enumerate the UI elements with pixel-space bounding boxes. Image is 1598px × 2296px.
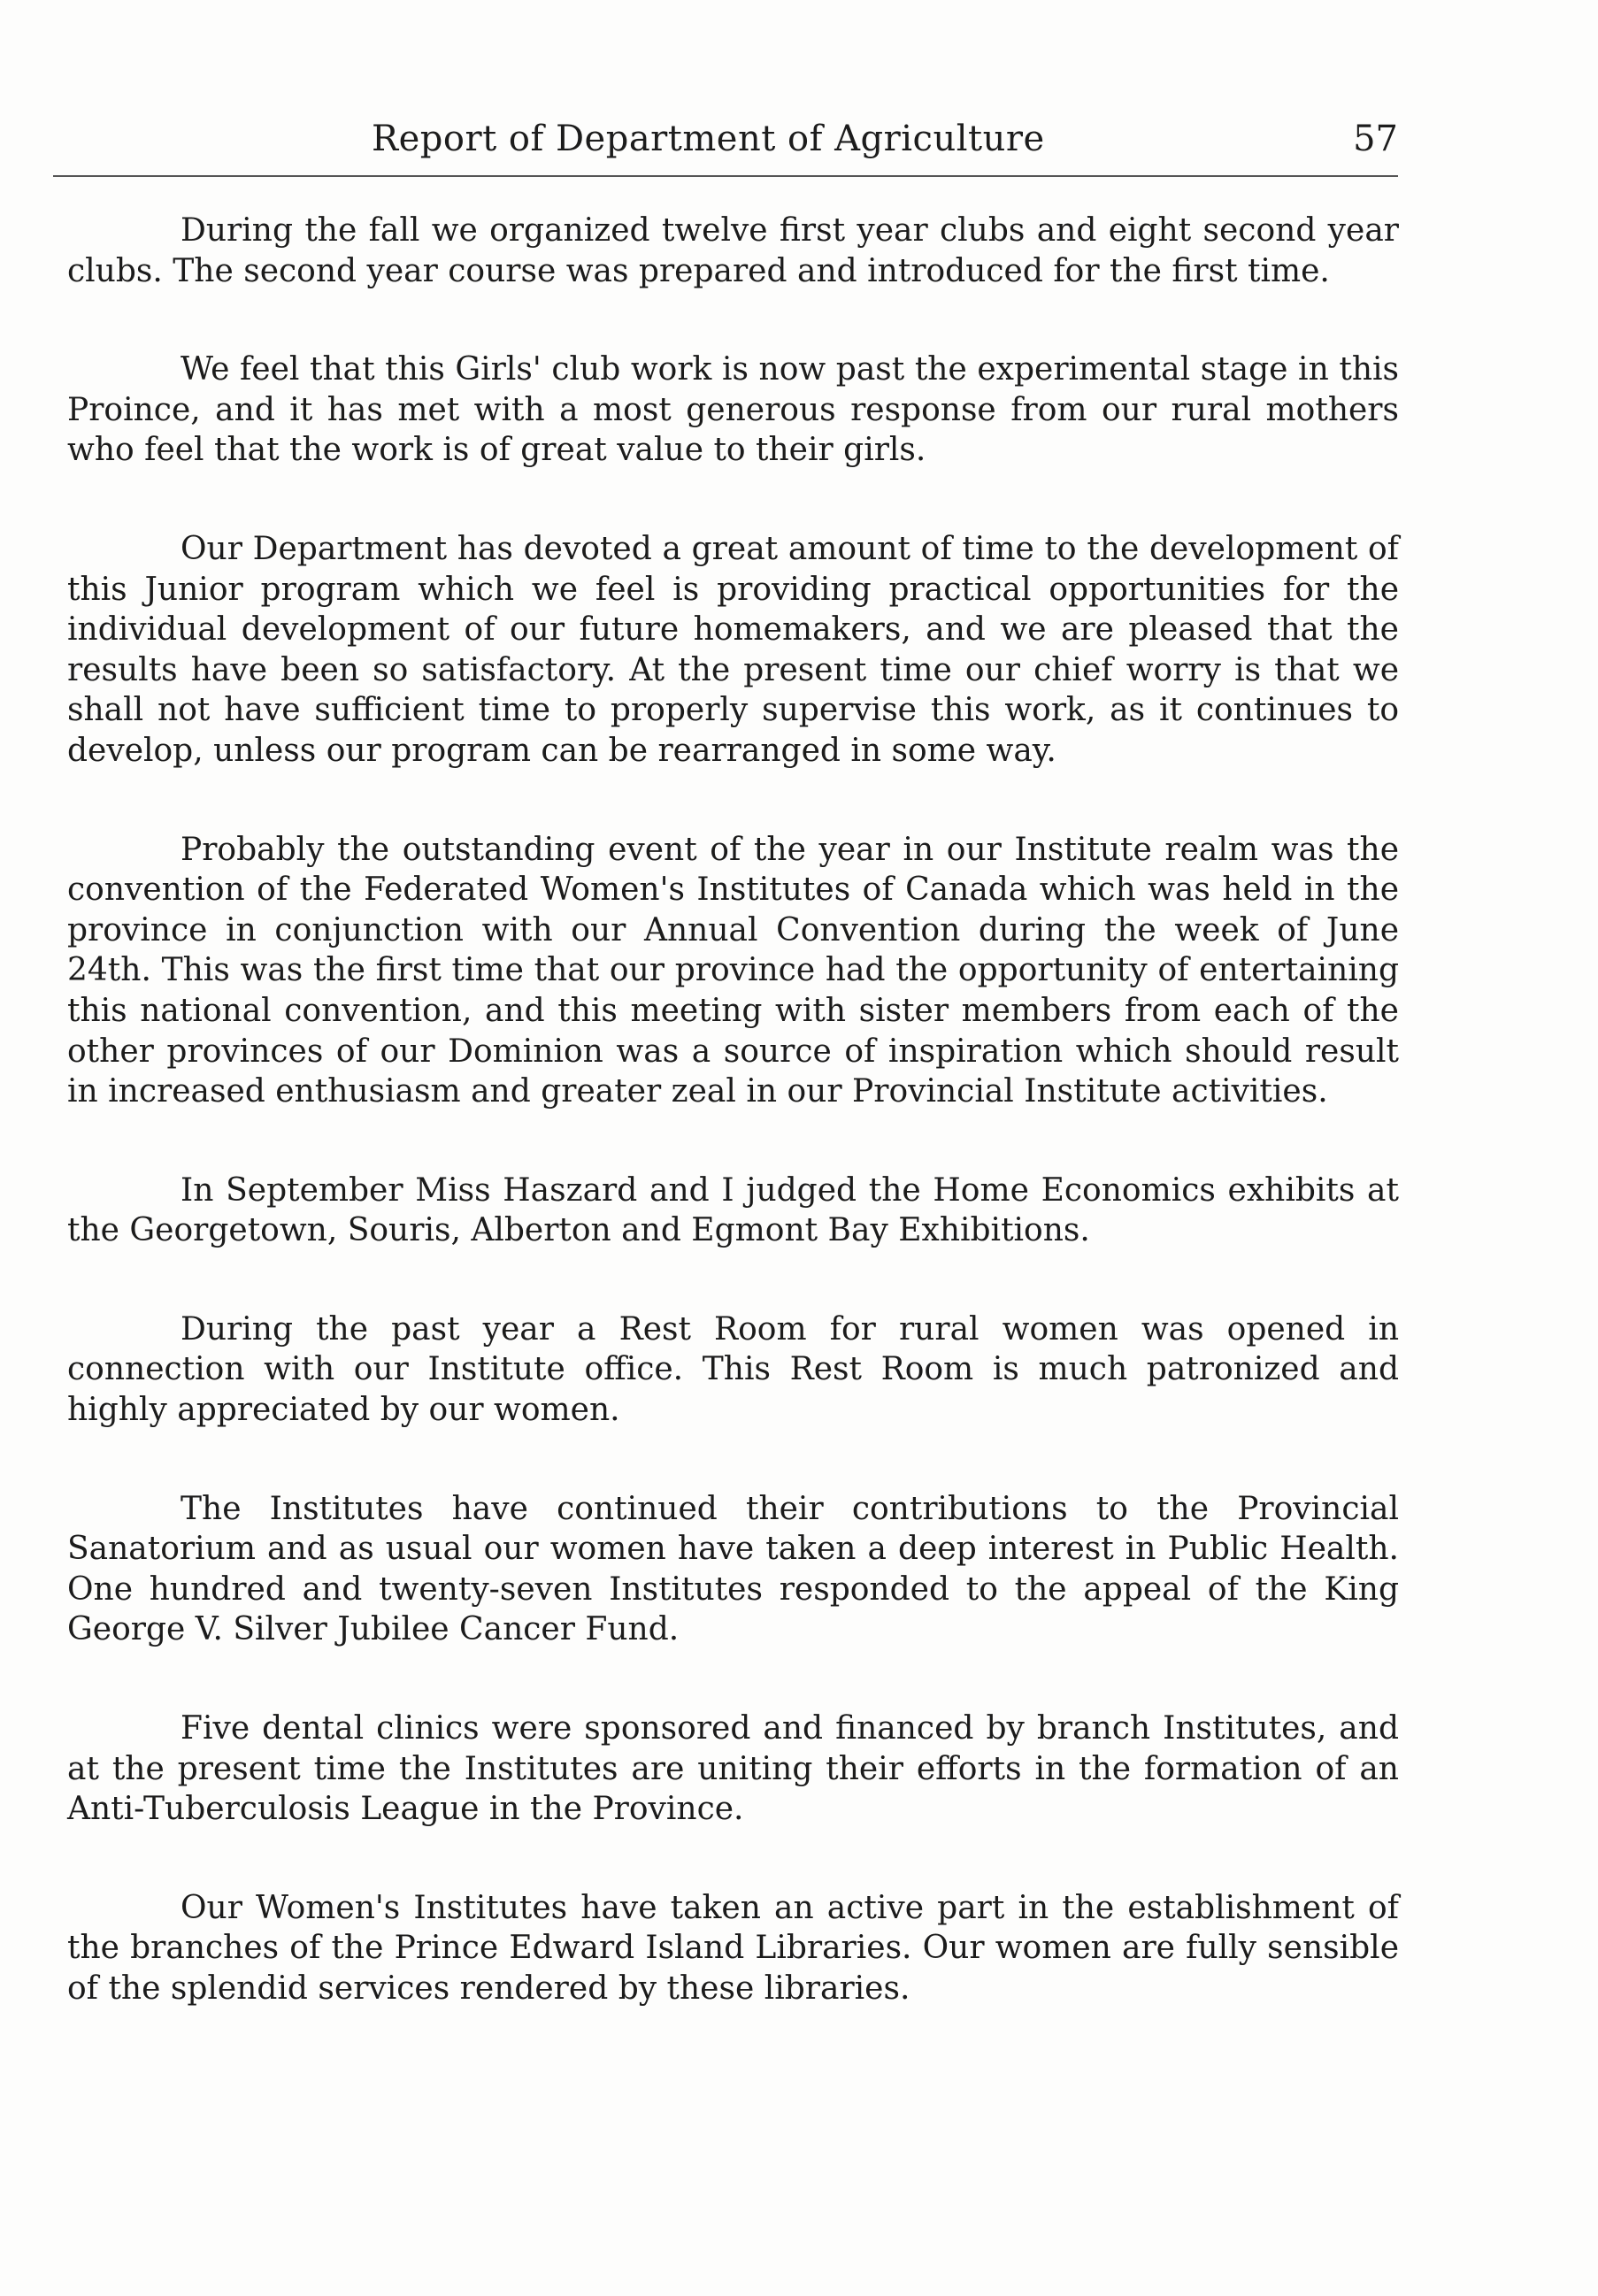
paragraph-exhibitions: In September Miss Haszard and I judged the Home Economics exhibits at the Georgetown, Souris, Alberton and Egmont Bay Exhibitions.: [67, 1171, 1399, 1249]
paragraph-junior-program: Our Department has devoted a great amount of time to the development of this Junior program which we feel is providing practical opportunities for the individual development of our future homemakers, and we are pleased that the results have been so satisfactory. At the present time our chief worry is that we shall not have sufficient time to properly supervise this work, as it continues to develop, unless our program can be rearranged in some way.: [67, 530, 1399, 769]
header-rule: [53, 175, 1398, 177]
paragraph-libraries: Our Women's Institutes have taken an active part in the establishment of the branches of the Prince Edward Island Libraries. Our women are fully sensible of the splendid services rendered by these libraries.: [67, 1889, 1399, 2007]
paragraph-dental-clinics: Five dental clinics were sponsored and financed by branch Institutes, and at the present time the Institutes are uniting their efforts in the formation of an Anti-Tuberculosis League in the Province.: [67, 1710, 1399, 1828]
paragraph-federated-convention: Probably the outstanding event of the year in our Institute realm was the convention of the Federated Women's Institutes of Canada which was held in the province in conjunction with our Annual Convention during the week of June 24th. This was the first time that our province had the opportunity of entertaining this national convention, and this meeting with sister members from each of the other provinces of our Dominion was a source of inspiration which should result in increased enthusiasm and greater zeal in our Provincial Institute activities.: [67, 831, 1399, 1110]
paragraph-sanatorium: The Institutes have continued their contributions to the Provincial Sanatorium and as usual our women have taken a deep interest in Public Health. One hundred and twenty-seven Institutes responded to the appeal of the King George V. Silver Jubilee Cancer Fund.: [67, 1490, 1399, 1648]
paragraph-fall-clubs: During the fall we organized twelve first year clubs and eight second year clubs. The second year course was prepared and introduced for the first time.: [67, 212, 1399, 289]
running-header: [53, 113, 1398, 166]
body-text: [67, 211, 1399, 2009]
paragraph-rest-room: During the past year a Rest Room for rural women was opened in connection with our Institute office. This Rest Room is much patronized and highly appreciated by our women.: [67, 1310, 1399, 1429]
paragraph-girls-club-work: We feel that this Girls' club work is now past the experimental stage in this Proince, and it has met with a most generous response from our rural mothers who feel that the work is of great value to their girls.: [67, 351, 1399, 469]
header-title: Report of Department of Agriculture: [372, 119, 1045, 159]
page-number: 57: [1353, 119, 1398, 159]
